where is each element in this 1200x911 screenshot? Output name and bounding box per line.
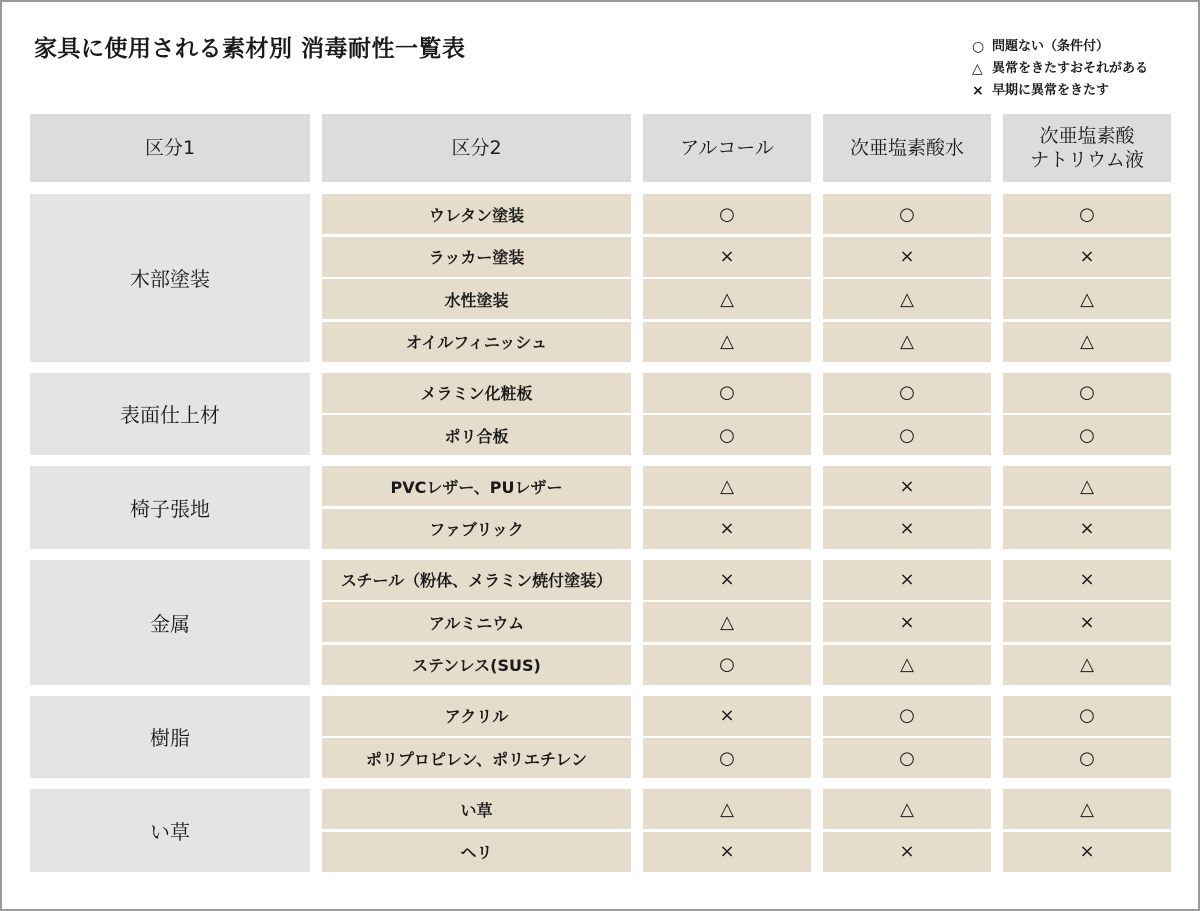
result-cell-alcohol: ○	[643, 373, 811, 413]
result-cell-hypochlorous-water: ○	[823, 415, 991, 455]
result-cell-alcohol: ×	[643, 237, 811, 277]
result-cell-alcohol: ×	[643, 696, 811, 736]
result-cell-sodium-hypochlorite: △	[1003, 322, 1171, 362]
triangle-icon: △	[972, 61, 983, 77]
result-cell-hypochlorous-water: △	[823, 279, 991, 319]
result-cell-sodium-hypochlorite: ○	[1003, 696, 1171, 736]
header-sodium-hypochlorite: 次亜塩素酸 ナトリウム液	[1003, 114, 1171, 182]
result-cell-alcohol: △	[643, 322, 811, 362]
circle-icon: ○	[972, 39, 985, 55]
category-cell: 金属	[30, 560, 310, 685]
category-cell: 木部塗装	[30, 194, 310, 362]
category-cell: 樹脂	[30, 696, 310, 779]
result-cell-alcohol: △	[643, 602, 811, 642]
page-title: 家具に使用される素材別 消毒耐性一覧表	[34, 36, 466, 62]
material-cell: スチール（粉体、メラミン焼付塗装）	[322, 560, 631, 600]
result-cell-alcohol: ○	[643, 415, 811, 455]
result-cell-alcohol: ○	[643, 194, 811, 234]
result-cell-hypochlorous-water: ○	[823, 373, 991, 413]
category-cell: 表面仕上材	[30, 373, 310, 456]
material-cell: ポリプロピレン、ポリエチレン	[322, 738, 631, 778]
result-cell-hypochlorous-water: ×	[823, 466, 991, 506]
material-cell: ステンレス(SUS)	[322, 645, 631, 685]
result-cell-hypochlorous-water: ×	[823, 237, 991, 277]
result-cell-hypochlorous-water: ×	[823, 560, 991, 600]
result-cell-hypochlorous-water: ×	[823, 832, 991, 872]
result-cell-hypochlorous-water: ×	[823, 602, 991, 642]
material-cell: ポリ合板	[322, 415, 631, 455]
header-category2: 区分2	[322, 114, 631, 182]
result-cell-alcohol: △	[643, 466, 811, 506]
result-cell-sodium-hypochlorite: ○	[1003, 738, 1171, 778]
legend-item-bad	[972, 80, 1148, 102]
material-cell: ラッカー塗装	[322, 237, 631, 277]
result-cell-alcohol: ×	[643, 560, 811, 600]
legend-item-ok	[972, 36, 1148, 58]
material-cell: オイルフィニッシュ	[322, 322, 631, 362]
material-cell: ファブリック	[322, 509, 631, 549]
result-cell-alcohol: ×	[643, 832, 811, 872]
result-cell-sodium-hypochlorite: △	[1003, 789, 1171, 829]
legend-text: 異常をきたすおそれがある	[992, 61, 1149, 76]
header-alcohol: アルコール	[643, 114, 811, 182]
result-cell-hypochlorous-water: ○	[823, 194, 991, 234]
result-cell-hypochlorous-water: ○	[823, 696, 991, 736]
result-cell-sodium-hypochlorite: △	[1003, 466, 1171, 506]
material-cell: ウレタン塗装	[322, 194, 631, 234]
legend	[972, 36, 1148, 102]
result-cell-sodium-hypochlorite: ○	[1003, 373, 1171, 413]
result-cell-alcohol: ×	[643, 509, 811, 549]
category-cell: 椅子張地	[30, 466, 310, 549]
result-cell-sodium-hypochlorite: ○	[1003, 415, 1171, 455]
result-cell-sodium-hypochlorite: △	[1003, 279, 1171, 319]
material-cell: ヘリ	[322, 832, 631, 872]
result-cell-alcohol: ○	[643, 738, 811, 778]
legend-text: 早期に異常をきたす	[992, 83, 1110, 98]
result-cell-sodium-hypochlorite: ×	[1003, 237, 1171, 277]
result-cell-hypochlorous-water: △	[823, 789, 991, 829]
header-category1: 区分1	[30, 114, 310, 182]
result-cell-sodium-hypochlorite: ○	[1003, 194, 1171, 234]
legend-item-caution	[972, 58, 1148, 80]
result-cell-alcohol: ○	[643, 645, 811, 685]
material-cell: PVCレザー、PUレザー	[322, 466, 631, 506]
result-cell-hypochlorous-water: △	[823, 645, 991, 685]
material-cell: い草	[322, 789, 631, 829]
result-cell-sodium-hypochlorite: △	[1003, 645, 1171, 685]
result-cell-sodium-hypochlorite: ×	[1003, 602, 1171, 642]
result-cell-alcohol: △	[643, 789, 811, 829]
header-hypochlorous-water: 次亜塩素酸水	[823, 114, 991, 182]
category-cell: い草	[30, 789, 310, 872]
result-cell-sodium-hypochlorite: ×	[1003, 832, 1171, 872]
result-cell-hypochlorous-water: △	[823, 322, 991, 362]
cross-icon: ×	[972, 83, 984, 99]
result-cell-hypochlorous-water: ×	[823, 509, 991, 549]
material-cell: 水性塗装	[322, 279, 631, 319]
result-cell-sodium-hypochlorite: ×	[1003, 509, 1171, 549]
result-cell-sodium-hypochlorite: ×	[1003, 560, 1171, 600]
material-cell: アルミニウム	[322, 602, 631, 642]
result-cell-hypochlorous-water: ○	[823, 738, 991, 778]
legend-text: 問題ない（条件付）	[992, 39, 1110, 54]
result-cell-alcohol: △	[643, 279, 811, 319]
material-cell: メラミン化粧板	[322, 373, 631, 413]
material-cell: アクリル	[322, 696, 631, 736]
